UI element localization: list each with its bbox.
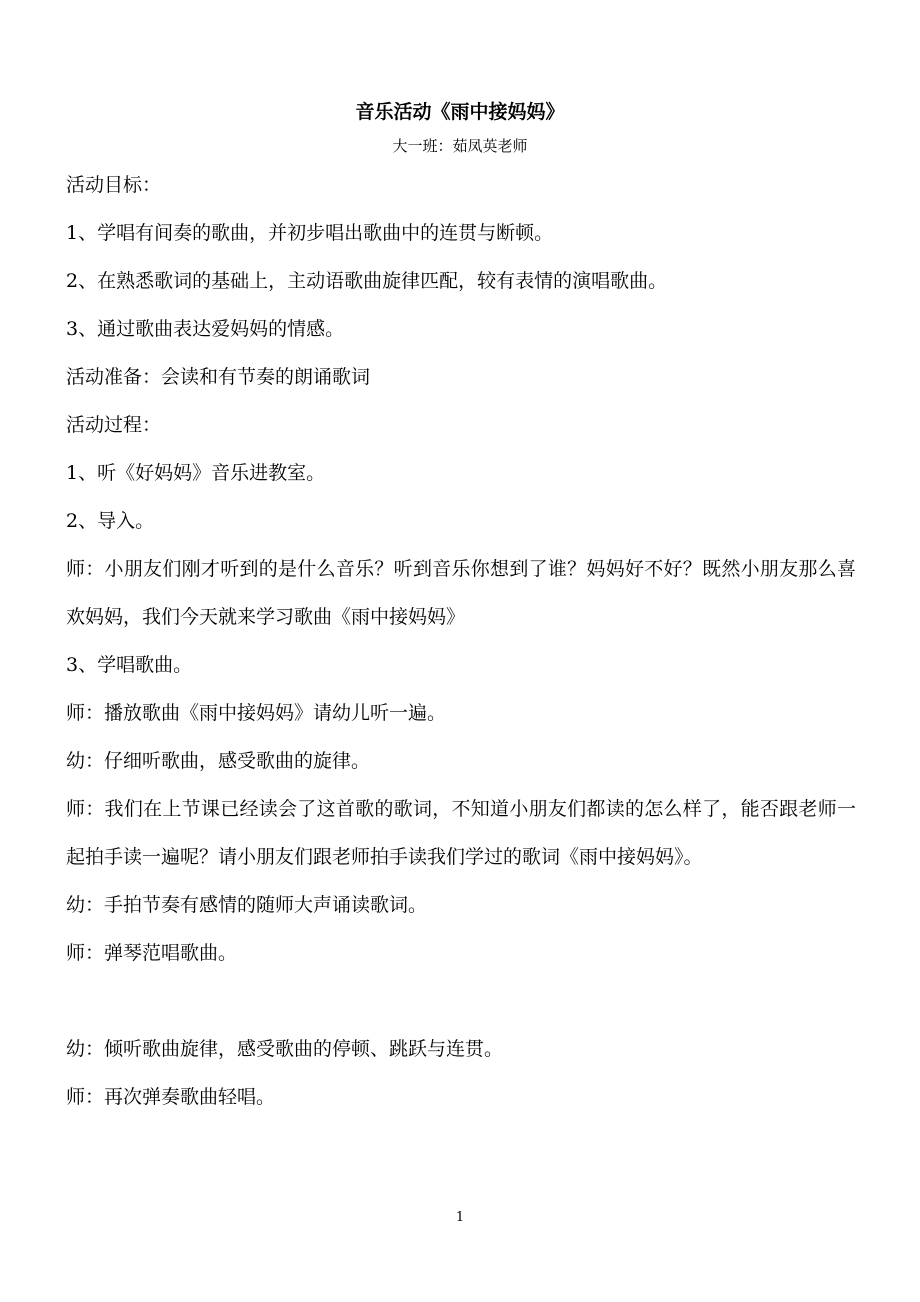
paragraph-teacher-play: 师：播放歌曲《雨中接妈妈》请幼儿听一遍。 <box>66 702 447 724</box>
paragraph-step-3: 3、学唱歌曲。 <box>66 654 193 676</box>
page-number: 1 <box>455 1210 465 1225</box>
paragraph-teacher-piano: 师：弹琴范唱歌曲。 <box>66 942 238 964</box>
paragraph-goals-heading: 活动目标： <box>66 174 162 196</box>
paragraph-preparation: 活动准备：会读和有节奏的朗诵歌词 <box>66 366 371 388</box>
document-subtitle: 大一班：茹凤英老师 <box>392 137 528 155</box>
paragraph-step-1: 1、听《好妈妈》音乐进教室。 <box>66 462 326 484</box>
paragraph-child-recite: 幼：手拍节奏有感情的随师大声诵读歌词。 <box>66 894 428 916</box>
paragraph-step-2: 2、导入。 <box>66 510 155 532</box>
paragraph-goal-1: 1、学唱有间奏的歌曲，并初步唱出歌曲中的连贯与断顿。 <box>66 222 554 244</box>
paragraph-teacher-intro: 师：小朋友们刚才听到的是什么音乐？听到音乐你想到了谁？妈妈好不好？既然小朋友那么喜欢妈妈，我们今天就来学习歌曲《雨中接妈妈》 <box>66 558 856 628</box>
paragraph-goal-2: 2、在熟悉歌词的基础上，主动语歌曲旋律匹配，较有表情的演唱歌曲。 <box>66 270 668 292</box>
blank-line <box>66 977 856 1025</box>
paragraph-teacher-review: 师：我们在上节课已经读会了这首歌的歌词，不知道小朋友们都读的怎么样了，能否跟老师一起拍手读一遍呢？请小朋友们跟老师拍手读我们学过的歌词《雨中接妈妈》。 <box>66 798 856 868</box>
paragraph-child-listen: 幼：仔细听歌曲，感受歌曲的旋律。 <box>66 750 371 772</box>
paragraph-process-heading: 活动过程： <box>66 414 162 436</box>
paragraph-child-feel: 幼：倾听歌曲旋律，感受歌曲的停顿、跳跃与连贯。 <box>66 1038 504 1060</box>
paragraph-teacher-again: 师：再次弹奏歌曲轻唱。 <box>66 1086 276 1108</box>
document-body <box>66 161 856 1121</box>
paragraph-goal-3: 3、通过歌曲表达爱妈妈的情感。 <box>66 318 345 340</box>
document-title: 音乐活动《雨中接妈妈》 <box>355 101 565 123</box>
